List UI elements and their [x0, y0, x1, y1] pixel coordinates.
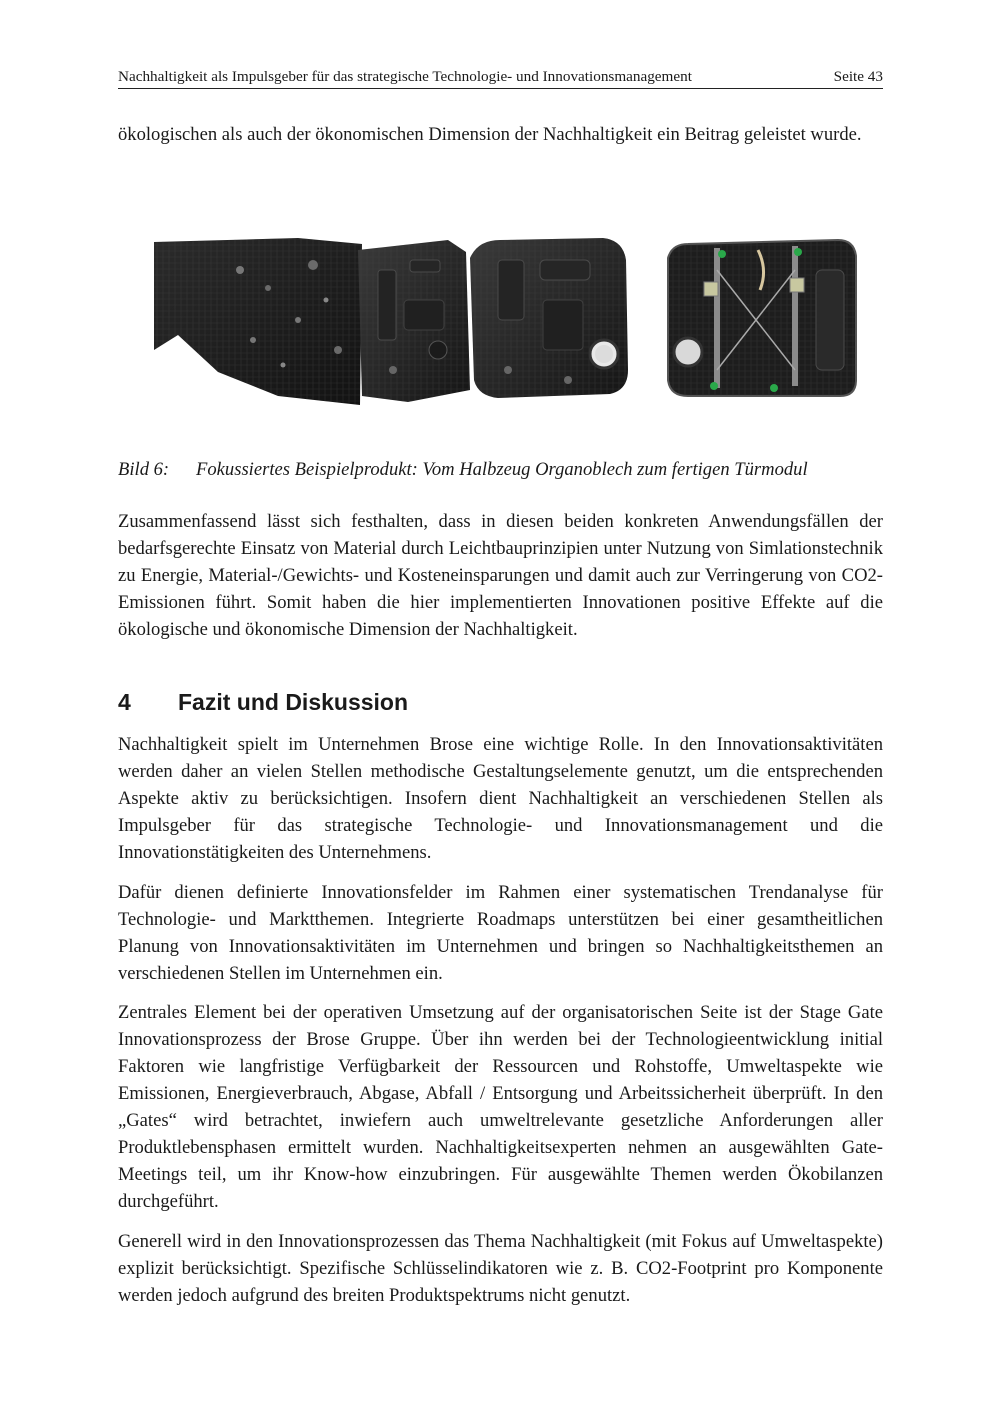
organo-sheet-image	[154, 238, 362, 405]
section-title: Fazit und Diskussion	[178, 689, 409, 715]
running-header	[118, 66, 883, 89]
body-paragraph: Dafür dienen definierte Innovationsfelder im Rahmen einer systematischen Trendanalyse für Technologie- und Marktthemen. Integrierte Roadmaps unterstützen bei einer gesamtheitlichen Planung von Innovationsaktivitäten im Unternehmen und bringen so Nachhaltigkeitsthemen an verschiedenen Stellen im Unternehmen ein.	[118, 882, 883, 984]
header-title: Nachhaltigkeit als Impulsgeber für das strategische Technologie- und Innovationsmanagement	[118, 68, 692, 85]
door-module-image	[668, 240, 856, 396]
body-paragraph: Zentrales Element bei der operativen Umsetzung auf der organisatorischen Seite ist der Stage Gate Innovationsprozess der Brose Gruppe. Über ihn werden bei der Technologieentwicklung initial Faktoren wie langfristige Verfügbarkeit der Ressourcen und Rohstoffe, Umweltaspekte wie Emissionen, Energieverbrauch, Abgase, Abfall / Entsorgung und Arbeitssicherheit überprüft. In den „Gates“ wird betrachtet, inwiefern auch umweltrelevante gesetzliche Anforderungen aller Produktlebensphasen ermittelt wurden. Nachhaltigkeitsexperten nehmen an ausgewählten Gate-Meetings teil, um ihr Know-how einzubringen. Für ausgewählte Themen werden Ökobilanzen durchgeführt.	[118, 1002, 883, 1212]
figure-door-module	[148, 230, 863, 415]
body-paragraph: Generell wird in den Innovationsprozessen das Thema Nachhaltigkeit (mit Fokus auf Umweltaspekte) explizit berücksichtigt. Spezifische Schlüsselindikatoren wie z. B. CO2-Footprint pro Komponente werden jedoch aufgrund des breiten Produktspektrums nicht genutzt.	[118, 1231, 883, 1306]
carrier-panel-image	[470, 238, 628, 398]
section-number: 4	[118, 689, 131, 715]
figure-label: Bild 6:	[118, 459, 170, 480]
formed-panel-image	[358, 240, 470, 402]
summary-paragraph: Zusammenfassend lässt sich festhalten, dass in diesen beiden konkreten Anwendungsfällen der bedarfsgerechte Einsatz von Material durch Leichtbauprinzipien unter Nutzung von Simlationstechnik zu Energie, Material-/Gewichts- und Kosteneinsparungen und damit auch zur Verringerung von CO2-Emissionen führt. Somit haben die hier implementierten Innovationen positive Effekte auf die ökologische und ökonomische Dimension der Nachhaltigkeit.	[118, 511, 883, 640]
page-number: Seite 43	[833, 68, 883, 85]
door-module-illustration	[148, 230, 863, 415]
figure-caption-text: Fokussiertes Beispielprodukt: Vom Halbzeug Organoblech zum fertigen Türmodul	[196, 459, 808, 480]
section-heading	[118, 686, 883, 718]
intro-paragraph: ökologischen als auch der ökonomischen Dimension der Nachhaltigkeit ein Beitrag geleistet wurde.	[118, 124, 862, 145]
body-paragraph: Nachhaltigkeit spielt im Unternehmen Brose eine wichtige Rolle. In den Innovationsaktivitäten werden daher an vielen Stellen methodische Gestaltungselemente genutzt, um die entsprechenden Aspekte aktiv zu berücksichtigen. Insofern dient Nachhaltigkeit an verschiedenen Stellen als Impulsgeber für das strategische Technologie- und Innovationsmanagement und die Innovationstätigkeiten des Unternehmens.	[118, 734, 883, 863]
figure-caption	[118, 456, 883, 483]
